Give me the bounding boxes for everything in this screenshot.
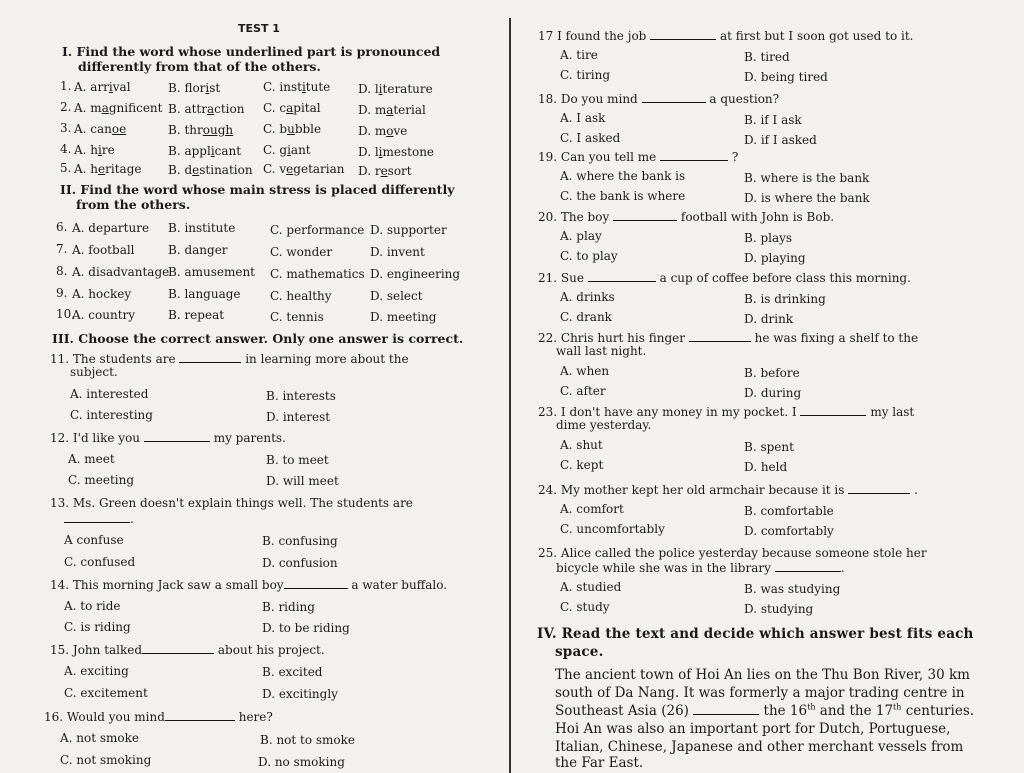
option-c: C. the bank is where: [560, 189, 686, 203]
passage-text: centuries.: [901, 703, 975, 719]
option-d: D. held: [744, 460, 788, 474]
option-c: C. wonder: [270, 245, 333, 259]
option-d: D. to be riding: [262, 621, 350, 635]
word-part: A. m: [74, 101, 102, 115]
underlined-part: i: [108, 80, 113, 94]
option-b: B. confusing: [262, 534, 338, 548]
word-part: tute: [305, 80, 331, 94]
word-part: B. thr: [168, 123, 203, 137]
option-c: C. after: [560, 384, 606, 398]
option-a: A. meet: [68, 452, 115, 466]
option-a: A. to ride: [64, 599, 121, 613]
option-d: [358, 164, 412, 178]
question-stem: 19. Can you tell me: [538, 150, 657, 164]
question-stem-line2: subject.: [70, 365, 118, 379]
row-number: 5.: [60, 161, 72, 175]
question-stem-end: .: [914, 483, 918, 497]
option-a: A. interested: [70, 387, 149, 401]
option-b: B. if I ask: [744, 113, 802, 127]
underlined-part: i: [378, 82, 383, 96]
option-b: [168, 123, 233, 137]
option-d: D. meeting: [370, 310, 437, 324]
option-c: C. tennis: [270, 310, 324, 324]
word-part: D. r: [358, 164, 381, 178]
word-part: gnificent: [108, 101, 163, 115]
underlined-part: i: [98, 143, 102, 157]
word-part: st: [209, 81, 221, 95]
word-part: ant: [290, 143, 311, 157]
underlined-part: i: [210, 144, 215, 158]
option-c: C. performance: [270, 223, 365, 237]
right-column: [512, 0, 1024, 773]
option-b: B. amusement: [168, 265, 255, 279]
question-stem-line1: [538, 330, 918, 345]
question-stem-line1: [538, 209, 834, 224]
answer-blank: [588, 270, 656, 282]
answer-blank: [660, 149, 728, 161]
superscript: th: [807, 702, 816, 712]
underlined-part: e: [192, 163, 200, 177]
word-part: A. h: [74, 143, 99, 157]
row-number: 3.: [60, 121, 72, 135]
word-part: B. flor: [168, 81, 206, 95]
row-number: 10.: [56, 307, 76, 321]
option-d: D. playing: [744, 251, 806, 265]
question-stem: 21. Sue: [538, 271, 584, 285]
row-number: 1.: [60, 79, 72, 93]
option-b: [168, 163, 253, 177]
row-number: 9.: [56, 286, 68, 300]
question-stem: 12. I'd like you: [50, 431, 141, 445]
column-divider: [509, 18, 511, 773]
option-c: C. uncomfortably: [560, 522, 665, 536]
word-part: D. m: [358, 124, 387, 138]
word-part: C. b: [263, 122, 288, 136]
word-part: cant: [214, 144, 242, 158]
option-a: [74, 80, 131, 94]
question-stem-line1: [538, 149, 738, 164]
question-stem: 20. The boy: [538, 210, 610, 224]
underlined-part: ough: [202, 123, 234, 137]
question-stem-end: a question?: [709, 92, 780, 106]
question-stem-end: a cup of coffee before class this morning.: [659, 271, 911, 285]
option-a: A confuse: [64, 533, 124, 547]
underlined-part: i: [301, 80, 306, 94]
question-stem-line2: [556, 418, 651, 432]
option-c: C. healthy: [270, 289, 332, 303]
word-part: getarian: [293, 162, 345, 176]
passage-text: and the 17: [815, 703, 894, 719]
option-c: C. meeting: [68, 473, 135, 487]
option-b: B. institute: [168, 221, 236, 235]
option-a: A. I ask: [560, 111, 606, 125]
option-a: A. when: [560, 364, 610, 378]
answer-blank: [179, 351, 241, 363]
option-b: B. was studying: [744, 582, 841, 596]
answer-blank: [650, 28, 716, 40]
option-d: D. being tired: [744, 70, 828, 84]
option-a: A. tire: [560, 48, 598, 62]
row-number: 4.: [60, 142, 72, 156]
option-c: C. study: [560, 600, 610, 614]
underlined-part: u: [287, 122, 295, 136]
option-b: B. not to smoke: [260, 733, 356, 747]
option-b: B. spent: [744, 440, 794, 454]
question-stem-end: ?: [731, 150, 739, 164]
test-title: TEST 1: [238, 22, 280, 35]
section-2-heading-line1: II. Find the word whose main stress is placed differently: [60, 182, 455, 197]
word-part: B. attr: [168, 102, 207, 116]
word-part: pital: [293, 101, 321, 115]
question-stem: 17 I found the job: [538, 29, 647, 43]
option-b: B. is drinking: [744, 292, 826, 306]
question-stem-end: here?: [238, 710, 273, 724]
word-part: D. m: [358, 103, 387, 117]
underlined-part: i: [205, 81, 210, 95]
option-d: D. no smoking: [258, 755, 345, 769]
passage-line: Italian, Chinese, Japanese and other merchant vessels from: [555, 739, 964, 755]
question-stem: wall last night.: [556, 344, 647, 358]
option-c: C. tiring: [560, 68, 611, 82]
option-d: D. supporter: [370, 223, 447, 237]
option-d: D. select: [370, 289, 423, 303]
underlined-part: e: [98, 162, 106, 176]
question-stem-line1: [538, 270, 911, 285]
answer-blank: [144, 430, 210, 442]
question-stem: 25. Alice called the police yesterday because someone stole her: [538, 546, 927, 560]
question-stem: 24. My mother kept her old armchair because it is: [538, 483, 845, 497]
passage-line: The ancient town of Hoi An lies on the Thu Bon River, 30 km: [555, 667, 970, 683]
option-a: [74, 122, 126, 136]
section-1-heading-line2: differently from that of the others.: [78, 59, 321, 74]
passage-text: Southeast Asia (26): [555, 703, 689, 719]
word-part: val: [112, 80, 131, 94]
answer-blank: [613, 209, 677, 221]
option-a: A. disadvantage: [72, 265, 170, 279]
question-stem-line1: [538, 28, 913, 43]
option-c: C. excitement: [64, 686, 148, 700]
option-d: D. invent: [370, 245, 425, 259]
answer-blank: [848, 482, 910, 494]
question-stem-end: my last: [870, 405, 915, 419]
option-c: C. is riding: [64, 620, 131, 634]
answer-blank-26: [693, 703, 759, 715]
option-d: [358, 145, 434, 159]
row-number: 7.: [56, 242, 68, 256]
option-c: C. interesting: [70, 408, 153, 422]
answer-blank: [284, 577, 348, 589]
word-part: C. c: [263, 101, 287, 115]
section-2-heading-line2: from the others.: [76, 197, 191, 212]
option-a: A. departure: [72, 221, 150, 235]
question-stem-line1: [538, 404, 914, 419]
option-a: A. studied: [560, 580, 622, 594]
option-d: D. is where the bank: [744, 191, 870, 205]
option-c: C. kept: [560, 458, 604, 472]
question-stem: 23. I don't have any money in my pocket. I: [538, 405, 797, 419]
option-b: B. plays: [744, 231, 793, 245]
question-stem-end: .: [840, 561, 845, 575]
question-stem: 16. Would you mind: [44, 710, 165, 724]
word-part: ction: [214, 102, 245, 116]
option-d: D. during: [744, 386, 802, 400]
question-stem: dime yesterday.: [556, 418, 652, 432]
question-stem-line1: [538, 482, 918, 497]
word-part: mestone: [382, 145, 435, 159]
option-c: C. to play: [560, 249, 618, 263]
option-a: A. football: [72, 243, 135, 257]
question-stem: 18. Do you mind: [538, 92, 638, 106]
question-stem-line1: [538, 91, 779, 106]
question-stem: 13. Ms. Green doesn't explain things well. The students are: [50, 496, 413, 510]
option-b: B. danger: [168, 243, 228, 257]
question-stem-end: about his project.: [217, 643, 325, 657]
underlined-part: a: [286, 101, 294, 115]
option-c: C. confused: [64, 555, 136, 569]
word-part: re: [101, 143, 115, 157]
question-stem: 22. Chris hurt his finger: [538, 331, 685, 345]
option-c: C. I asked: [560, 131, 621, 145]
underlined-part: o: [386, 124, 394, 138]
underlined-part: a: [101, 101, 109, 115]
answer-blank: [689, 330, 751, 342]
word-part: A. arr: [74, 80, 109, 94]
question-stem: 15. John talked: [50, 643, 143, 657]
underlined-part: e: [286, 162, 294, 176]
row-number: 8.: [56, 264, 68, 278]
option-a: A. country: [72, 308, 136, 322]
question-stem: 14. This morning Jack saw a small boy: [50, 578, 284, 592]
option-c: [263, 80, 330, 94]
underlined-part: a: [206, 102, 215, 116]
option-b: B. to meet: [266, 453, 329, 467]
word-part: C. g: [263, 143, 288, 157]
passage-line: the Far East.: [555, 755, 644, 771]
question-stem-end: .: [130, 512, 134, 526]
option-a: A. not smoke: [60, 731, 140, 745]
question-stem-end: football with John is Bob.: [680, 210, 835, 224]
option-d: D. drink: [744, 312, 794, 326]
answer-blank: [64, 511, 130, 523]
option-a: A. hockey: [72, 287, 132, 301]
word-part: D. l: [358, 145, 379, 159]
option-d: D. confusion: [262, 556, 338, 570]
word-part: stination: [199, 163, 253, 177]
section-4-heading-line2: space.: [555, 644, 604, 660]
option-b: B. interests: [266, 389, 336, 403]
word-part: D. l: [358, 82, 379, 96]
question-stem-line2: [556, 560, 845, 575]
option-b: B. excited: [262, 665, 323, 679]
underlined-part: e: [380, 164, 388, 178]
option-b: B. repeat: [168, 308, 225, 322]
passage-text: the 16: [763, 703, 808, 719]
row-number: 6.: [56, 220, 68, 234]
question-stem-line2: [556, 344, 646, 358]
option-b: B. before: [744, 366, 800, 380]
word-part: A. can: [74, 122, 112, 136]
answer-blank: [775, 560, 841, 572]
answer-blank: [642, 91, 706, 103]
word-part: C. inst: [263, 80, 302, 94]
question-stem-end: at first but I soon got used to it.: [720, 29, 914, 43]
word-part: sort: [387, 164, 412, 178]
option-d: [358, 82, 433, 96]
left-column: [0, 0, 510, 773]
row-number: 2.: [60, 100, 72, 114]
option-a: [74, 162, 141, 176]
word-part: bble: [294, 122, 322, 136]
question-stem: 11. The students are: [50, 352, 176, 366]
option-d: D. excitingly: [262, 687, 338, 701]
option-d: D. comfortably: [744, 524, 834, 538]
word-part: terial: [393, 103, 426, 117]
word-part: B. d: [168, 163, 193, 177]
underlined-part: oe: [111, 122, 127, 136]
question-stem: bicycle while she was in the library: [556, 561, 771, 575]
section-1-heading-line1: I. Find the word whose underlined part is pronounced: [62, 44, 441, 59]
section-3-heading: III. Choose the correct answer. Only one answer is correct.: [52, 331, 464, 346]
option-d: [358, 103, 426, 117]
option-c: C. drank: [560, 310, 612, 324]
word-part: B. appl: [168, 144, 211, 158]
option-d: D. studying: [744, 602, 814, 616]
option-c: [263, 122, 321, 136]
superscript: th: [893, 702, 902, 712]
option-b: B. where is the bank: [744, 171, 870, 185]
question-stem-end: he was fixing a shelf to the: [754, 331, 919, 345]
option-d: D. engineering: [370, 267, 461, 281]
option-a: A. where the bank is: [560, 169, 686, 183]
section-4-heading-line1: IV. Read the text and decide which answer best fits each: [537, 626, 974, 642]
question-stem-end: my parents.: [213, 431, 286, 445]
question-stem-end: a water buffalo.: [351, 578, 448, 592]
underlined-part: a: [386, 103, 394, 117]
option-a: [74, 143, 115, 157]
word-part: C. v: [263, 162, 287, 176]
answer-blank: [800, 404, 866, 416]
underlined-part: i: [378, 145, 383, 159]
word-part: ritage: [105, 162, 142, 176]
option-b: [168, 144, 241, 158]
option-a: A. comfort: [560, 502, 624, 516]
option-a: A. exciting: [64, 664, 129, 678]
option-d: D. will meet: [266, 474, 339, 488]
option-a: A. play: [560, 229, 602, 243]
option-d: D. if I asked: [744, 133, 817, 147]
option-c: [263, 101, 321, 115]
option-b: [168, 102, 244, 116]
passage-line: Hoi An was also an important port for Dutch, Portuguese,: [555, 721, 951, 737]
option-d: D. interest: [266, 410, 331, 424]
answer-blank: [142, 642, 214, 654]
option-b: B. comfortable: [744, 504, 834, 518]
question-stem-end: in learning more about the: [245, 352, 409, 366]
word-part: terature: [382, 82, 433, 96]
answer-blank: [165, 709, 235, 721]
option-c: [263, 162, 345, 176]
option-b: [168, 81, 220, 95]
word-part: A. h: [74, 162, 99, 176]
underlined-part: i: [287, 143, 291, 157]
option-d: [358, 124, 407, 138]
option-c: C. mathematics: [270, 267, 365, 281]
option-b: B. language: [168, 287, 241, 301]
option-a: A. shut: [560, 438, 603, 452]
option-a: A. drinks: [560, 290, 615, 304]
question-stem-line1: [538, 546, 927, 560]
passage-line: south of Da Nang. It was formerly a major trading centre in: [555, 685, 965, 701]
option-c: [263, 143, 311, 157]
option-c: C. not smoking: [60, 753, 152, 767]
option-b: B. tired: [744, 50, 790, 64]
word-part: ve: [393, 124, 408, 138]
option-b: B. riding: [262, 600, 315, 614]
option-a: [74, 101, 162, 115]
